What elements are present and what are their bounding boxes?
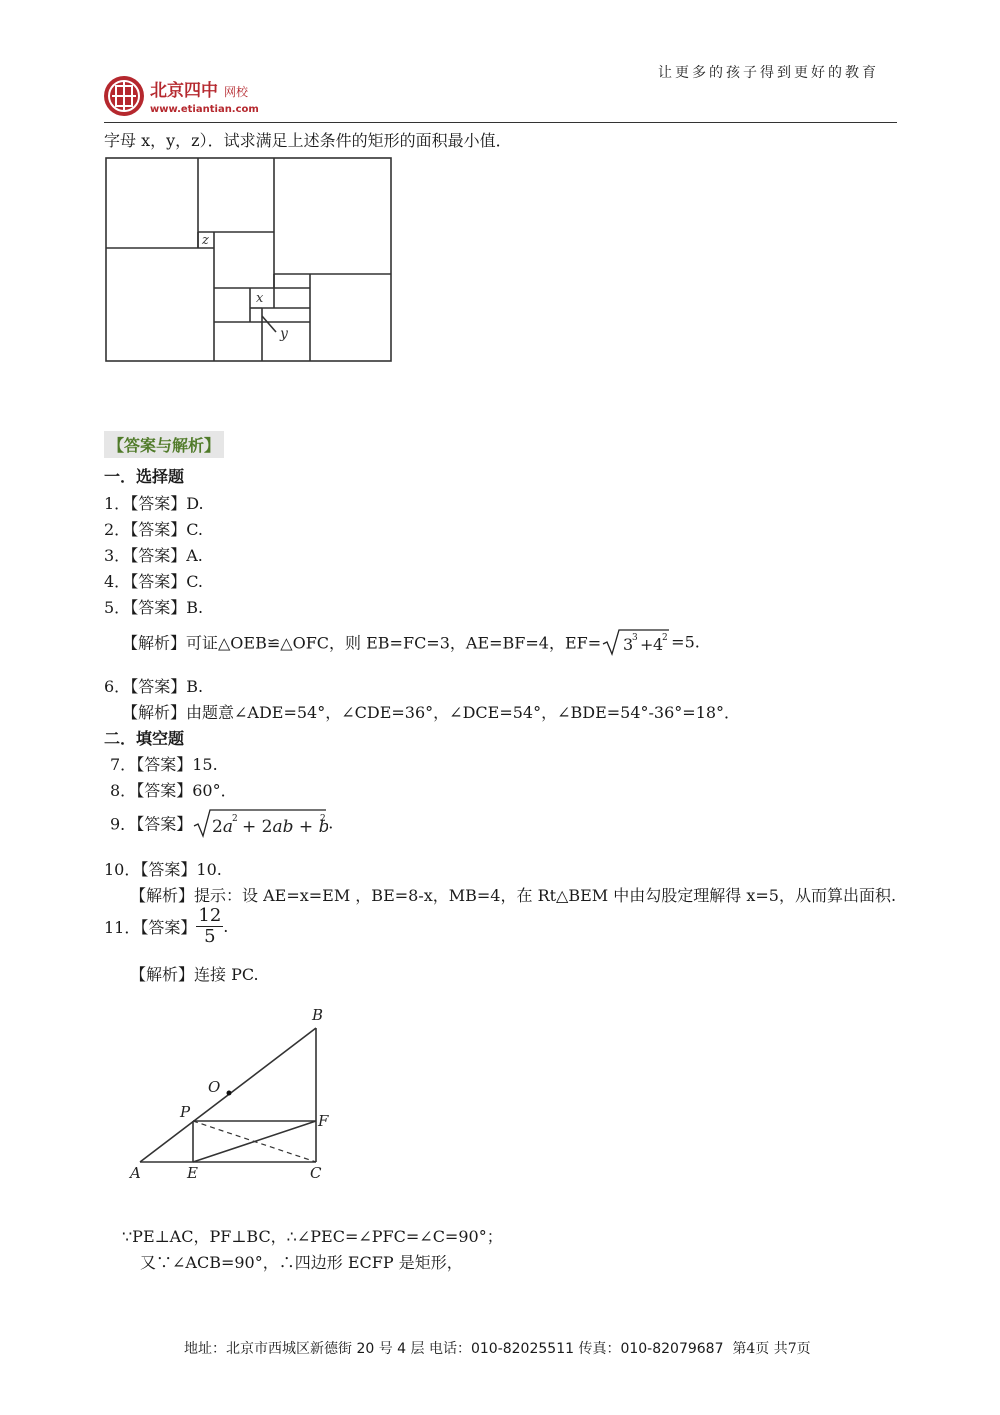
answer-item-11 <box>104 906 228 947</box>
fraction-12-5 <box>196 906 223 947</box>
rectangle-figure <box>104 156 396 370</box>
q10-analysis: 【解析】提示：设 AE=x=EM ，BE=8-x，MB=4，在 Rt△BEM 中由勾股定理解得 x=5，从而算出面积. <box>130 886 897 905</box>
fraction-denominator: 5 <box>204 925 216 947</box>
answer-tag: 【答案】 <box>136 781 193 800</box>
item-number: 10． <box>104 860 141 879</box>
page-number: 第4页 共7页 <box>732 1341 811 1357</box>
answer-tag: 【答案】 <box>130 546 187 565</box>
label-z: z <box>202 233 209 248</box>
q6-analysis: 【解析】由题意∠ADE=54°，∠CDE=36°，∠DCE=54°，∠BDE=54°-36°=18°． <box>122 703 741 722</box>
answer-tag: 【答案】 <box>140 860 197 879</box>
item-number: 11． <box>104 917 141 937</box>
answer-item-1 <box>104 491 204 514</box>
label-C: C <box>310 1164 322 1182</box>
answer-value: 60°． <box>192 781 237 800</box>
answer-tag: 【答案】 <box>130 677 187 696</box>
answer-value: . <box>223 916 229 936</box>
item-number: 5． <box>104 598 131 617</box>
label-F: F <box>318 1112 329 1130</box>
item-number: 7． <box>110 755 137 774</box>
footer-contact: 地址：北京市西城区新德街 20 号 4 层 电话：010-82025511 传真：010-82079687 <box>184 1341 724 1357</box>
answer-tag: 【答案】 <box>136 814 193 834</box>
answer-value: 15. <box>192 755 218 774</box>
logo-suffix: 网校 <box>224 85 249 99</box>
label-B: B <box>312 1006 324 1024</box>
label-O: O <box>208 1078 221 1096</box>
header-slogan: 让更多的孩子得到更好的教育 <box>658 65 879 81</box>
answer-item-7 <box>110 752 218 775</box>
answer-item-2 <box>104 517 203 540</box>
proof-line-2: 又∵∠ACB=90°，∴四边形 ECFP 是矩形， <box>140 1253 463 1272</box>
item-number: 2． <box>104 520 131 539</box>
answer-tag: 【答案】 <box>140 917 197 937</box>
answer-value: B. <box>186 598 204 617</box>
section2-heading: 二．填空题 <box>104 729 185 748</box>
svg-text:2: 2 <box>320 814 326 824</box>
q5-analysis <box>122 626 700 658</box>
label-y: y <box>280 326 288 342</box>
sqrt-formula-q9 <box>192 806 328 840</box>
section1-heading: 一．选择题 <box>104 467 185 486</box>
answer-tag: 【答案】 <box>130 572 187 591</box>
logo-text: 北京四中 <box>150 81 218 101</box>
answer-item-10 <box>104 857 222 880</box>
answer-tag: 【答案】 <box>130 494 187 513</box>
fraction-numerator: 12 <box>198 905 222 926</box>
answer-value: D. <box>186 494 204 513</box>
item-number: 3． <box>104 546 131 565</box>
svg-text:3: 3 <box>623 635 634 654</box>
item-number: 9． <box>110 814 137 834</box>
item-number: 8． <box>110 781 137 800</box>
page-footer <box>184 1338 811 1358</box>
answer-item-3 <box>104 543 203 566</box>
q5-analysis-text: 【解析】可证△OEB≌△OFC，则 EB=FC=3，AE=BF=4，EF= <box>122 633 602 653</box>
answer-value: C. <box>186 520 203 539</box>
svg-text:+ 2ab + b: + 2ab + <box>242 817 319 837</box>
answer-tag: 【答案】 <box>130 520 187 539</box>
header-divider <box>104 122 897 123</box>
sqrt-formula-q5 <box>601 626 671 658</box>
svg-text:2: 2 <box>232 814 238 824</box>
logo-emblem-icon <box>104 76 144 116</box>
answer-value: C. <box>186 572 203 591</box>
svg-text:3: 3 <box>632 633 638 643</box>
answer-tag: 【答案】 <box>136 755 193 774</box>
answer-item-6 <box>104 674 203 697</box>
triangle-figure <box>126 1002 346 1190</box>
label-x: x <box>256 291 264 306</box>
item-number: 1． <box>104 494 131 513</box>
answer-item-9 <box>110 806 333 840</box>
answer-tag: 【答案】 <box>130 598 187 617</box>
item-number: 4． <box>104 572 131 591</box>
answer-item-5 <box>104 595 203 618</box>
svg-text:+: + <box>640 635 654 654</box>
answer-value: 10. <box>196 860 222 879</box>
proof-line-1: ∵PE⊥AC，PF⊥BC，∴∠PEC=∠PFC=∠C=90°； <box>122 1227 503 1246</box>
svg-text:4: 4 <box>653 635 664 654</box>
answer-value: B. <box>186 677 204 696</box>
logo-url: www.etiantian.com <box>150 104 259 115</box>
answer-banner: 【答案与解析】 <box>104 431 224 458</box>
answer-item-4 <box>104 569 203 592</box>
label-A: A <box>130 1164 141 1182</box>
q5-analysis-suffix: =5. <box>671 632 700 652</box>
answer-value: . <box>328 813 334 833</box>
q11-analysis: 【解析】连接 PC. <box>130 965 259 984</box>
label-P: P <box>180 1103 191 1121</box>
svg-text:2a: 2a <box>212 817 234 837</box>
svg-text:2: 2 <box>662 633 668 643</box>
answer-item-8 <box>110 778 237 801</box>
answer-value: A. <box>186 546 203 565</box>
school-logo <box>100 72 280 126</box>
item-number: 6． <box>104 677 131 696</box>
problem-text: 字母 x，y，z）．试求满足上述条件的矩形的面积最小值． <box>104 131 512 150</box>
label-E: E <box>187 1164 198 1182</box>
